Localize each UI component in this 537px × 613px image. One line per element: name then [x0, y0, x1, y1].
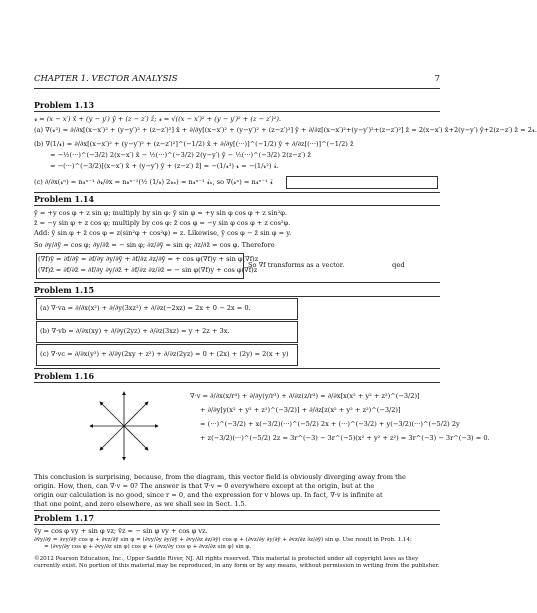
paragraph-line: origin our calculation is no good, since r = 0, and the expression for v blows up. In fact, ∇·v is infinite at [34, 491, 383, 499]
divider [34, 111, 440, 112]
equation-line: v̄y = cos φ vy + sin φ vz; v̄z = − sin φ vy + cos φ vz. [34, 527, 208, 535]
equation-line: = −(···)^(−3/2)[(x−x′) x̂ + (y−y′) ŷ + (z−z′) ẑ] = −(1/𝓻³) 𝓻 = −(1/𝓻²) 𝓻̂. [50, 162, 279, 170]
equation-line: 𝓻 = (x − x′) x̂ + (y − y′) ŷ + (z − z′) ẑ; 𝓻 = √((x − x′)² + (y − y′)² + (z − z′)²). [34, 115, 282, 123]
equation-line: (a) ∇·va = ∂/∂x(x²) + ∂/∂y(3xz²) + ∂/∂z(−2xz) = 2x + 0 − 2x = 0. [40, 304, 251, 312]
equation-line: = (···)^(−3/2) + x(−3/2)(···)^(−5/2) 2x + (···)^(−3/2) + y(−3/2)(···)^(−5/2) 2y [200, 420, 460, 428]
divider [34, 205, 440, 206]
equation-line: (∇f)z̄ = ∂f/∂z̄ = ∂f/∂y ∂y/∂z̄ + ∂f/∂z ∂z/∂z̄ = − sin φ(∇f)y + cos φ(∇f)z [38, 266, 258, 274]
problem-title: Problem 1.15 [34, 285, 95, 295]
divider [34, 296, 440, 297]
equation-line: (c) ∇·vc = ∂/∂x(y²) + ∂/∂y(2xy + z²) + ∂/∂z(2yz) = 0 + (2x) + (2y) = 2(x + y) [40, 350, 289, 358]
equation-line: ȳ = +y cos φ + z sin φ; multiply by sin φ: ȳ sin φ = +y sin φ cos φ + z sin²φ. [34, 209, 287, 217]
paragraph-line: origin. How, then, can ∇·v = 0? The answer is that ∇·v = 0 everywhere except at the origin, but at the [34, 482, 375, 490]
chapter-title: CHAPTER 1. VECTOR ANALYSIS [34, 74, 178, 84]
equation-line: (b) ∇·vb = ∂/∂x(xy) + ∂/∂y(2yz) + ∂/∂z(3xz) = y + 2z + 3x. [40, 327, 230, 335]
page-header [34, 74, 440, 89]
equation-line: ∇·v = ∂/∂x(x/r³) + ∂/∂y(y/r³) + ∂/∂z(z/r³) = ∂/∂x[x(x² + y² + z²)^(−3/2)] [190, 392, 420, 400]
problem-title: Problem 1.14 [34, 194, 95, 204]
page-number: 7 [434, 74, 440, 84]
problem-title: Problem 1.13 [34, 100, 95, 110]
paragraph-line: This conclusion is surprising, because, from the diagram, this vector field is obviously diverging away from the [34, 473, 406, 481]
divider [34, 368, 440, 369]
equation-line: (a) ∇(𝓻²) = ∂/∂x[(x−x′)² + (y−y′)² + (z−z′)²] x̂ + ∂/∂y[(x−x′)² + (y−y′)² + (z−z′)²] ŷ + ∂/∂z[(x−x′)²+(y−y′)²+(z−z′)²] ẑ = 2(x−x′) x̂+2(y−y′) ŷ+2(z−z′) ẑ = 2𝓻. [34, 126, 537, 134]
problem-title: Problem 1.17 [34, 513, 95, 523]
vector-arrow [124, 402, 148, 426]
divider [34, 282, 440, 283]
equation-line: (c) ∂/∂x(𝓻ⁿ) = n𝓻ⁿ⁻¹ ∂𝓻/∂x = n𝓻ⁿ⁻¹(½ (1/𝓻) 2𝓻ₓ) = n𝓻ⁿ⁻¹ 𝓻̂ₓ, so ∇(𝓻ⁿ) = n𝓻ⁿ⁻¹ 𝓻̂ [34, 178, 273, 186]
copyright-notice: ©2012 Pearson Education, Inc., Upper Saddle River, NJ. All rights reserved. This material is protected under all copyright laws as they currently exist. No portion of this material may be reproduced, in any form or by any means, without permission in writing from the publisher. [34, 556, 440, 569]
radial-vector-field-diagram [84, 386, 164, 466]
equation-line: = (∂vy/∂y cos φ + ∂vy/∂z sin φ) cos φ + (∂vz/∂y cos φ + ∂vz/∂z sin φ) sin φ. [44, 544, 252, 550]
equation-line: So ∂y/∂ȳ = cos φ; ∂y/∂z̄ = − sin φ; ∂z/∂ȳ = sin φ; ∂z/∂z̄ = cos φ. Therefore [34, 241, 275, 249]
divider [34, 524, 440, 525]
problem-title: Problem 1.16 [34, 371, 95, 381]
divider [34, 510, 440, 511]
equation-line: z̄ = −y sin φ + z cos φ; multiply by cos φ: z̄ cos φ = −y sin φ cos φ + z cos²φ. [34, 219, 291, 227]
equation-line: + ∂/∂y[y(x² + y² + z²)^(−3/2)] + ∂/∂z[z(x² + y² + z²)^(−3/2)] [200, 406, 401, 414]
vector-arrow [100, 402, 124, 426]
equation-line: ∂v̄y/∂ȳ = ∂vy/∂ȳ cos φ + ∂vz/∂ȳ sin φ = (∂vy/∂y ∂y/∂ȳ + ∂vy/∂z ∂z/∂ȳ) cos φ + (∂vz/∂y ∂y/∂ȳ + ∂vz/∂z ∂z/∂ȳ) sin φ. Use result in Prob. 1.14: [34, 537, 412, 543]
qed-mark: qed [392, 261, 405, 269]
equation-line: (b) ∇(1/𝓻) = ∂/∂x[(x−x′)² + (y−y′)² + (z−z′)²]^(−1/2) x̂ + ∂/∂y[(···)]^(−1/2) ŷ + ∂/∂z[(···)]^(−1/2) ẑ [34, 140, 354, 148]
result-box [286, 176, 438, 189]
equation-line: (∇f)ȳ = ∂f/∂ȳ = ∂f/∂y ∂y/∂ȳ + ∂f/∂z ∂z/∂ȳ = + cos φ(∇f)y + sin φ(∇f)z [38, 255, 259, 263]
vector-arrow [100, 426, 124, 450]
equation-line: = −½(···)^(−3/2) 2(x−x′) x̂ − ½(···)^(−3/2) 2(y−y′) ŷ − ½(···)^(−3/2) 2(z−z′) ẑ [50, 151, 311, 159]
divider [34, 192, 440, 193]
equation-line: Add: ȳ sin φ + z̄ cos φ = z(sin²φ + cos²φ) = z. Likewise, ȳ cos φ − z̄ sin φ = y. [34, 229, 292, 237]
paragraph-line: that one point, and zero elsewhere, as we shall see in Sect. 1.5. [34, 500, 247, 508]
equation-line: + z(−3/2)(···)^(−5/2) 2z = 3r^(−3) − 3r^(−5)(x² + y² + z²) = 3r^(−3) − 3r^(−3) = 0. [200, 434, 490, 442]
divider [34, 382, 440, 383]
conclusion-text: So ∇f transforms as a vector. [248, 261, 345, 269]
vector-arrow [124, 426, 148, 450]
